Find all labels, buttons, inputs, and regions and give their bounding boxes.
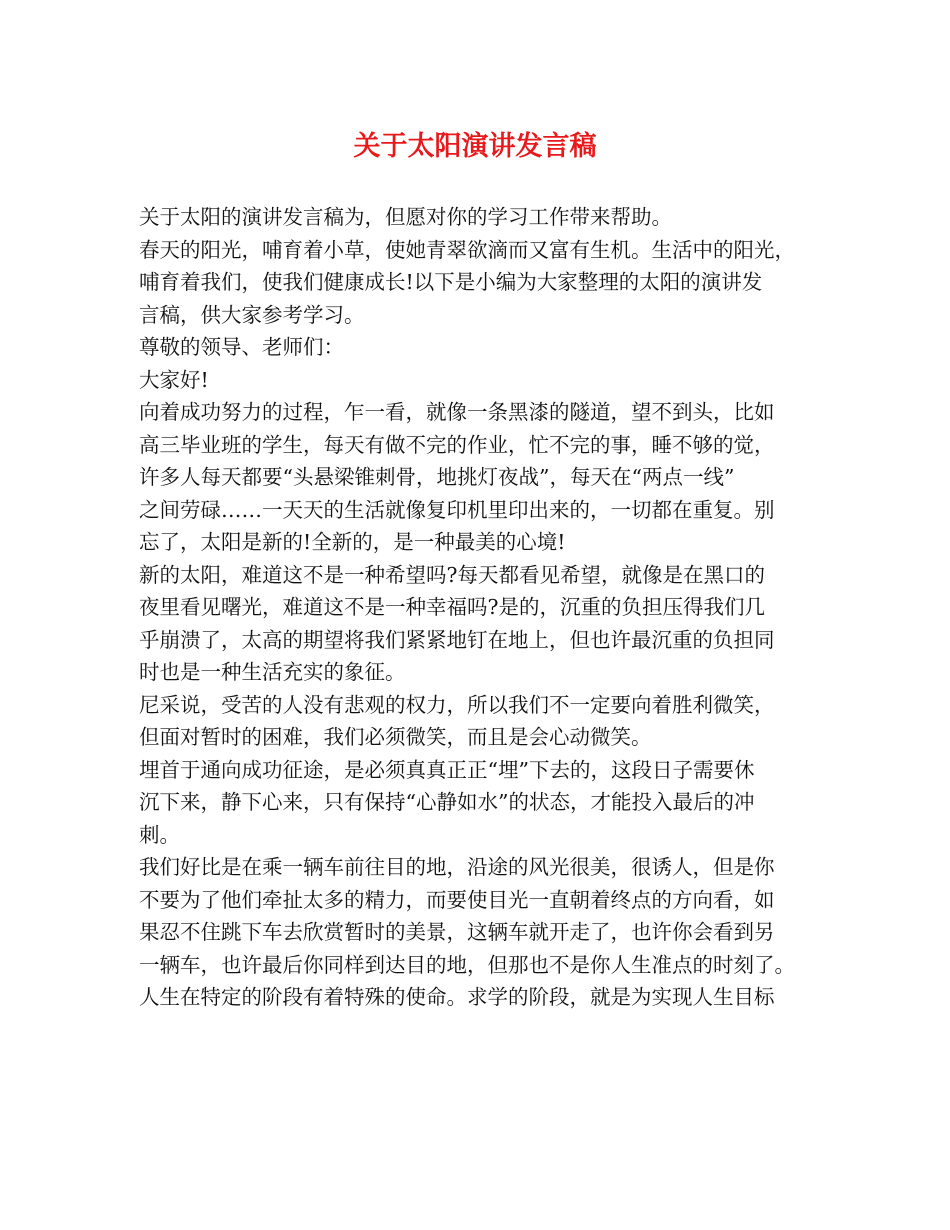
paragraph-line: 但面对暂时的困难，我们必须微笑，而且是会心动微笑。 bbox=[139, 725, 652, 749]
paragraph-line: 向着成功努力的过程，乍一看，就像一条黑漆的隧道，望不到头，比如 bbox=[139, 400, 775, 424]
paragraph-line: 时也是一种生活充实的象征。 bbox=[139, 660, 406, 684]
paragraph-line: 许多人每天都要“头悬梁锥刺骨，地挑灯夜战”，每天在“两点一线” bbox=[139, 465, 735, 489]
paragraph-line: 言稿，供大家参考学习。 bbox=[139, 302, 365, 327]
paragraph-line: 一辆车，也许最后你同样到达目的地，但那也不是你人生准点的时刻了。 bbox=[139, 952, 795, 977]
paragraph-line: 大家好! bbox=[139, 367, 209, 392]
paragraph-line: 沉下来，静下心来，只有保持“心静如水”的状态，才能投入最后的冲 bbox=[139, 790, 755, 814]
paragraph-line: 高三毕业班的学生，每天有做不完的作业，忙不完的事，睡不够的觉， bbox=[139, 432, 775, 457]
document-title: 关于太阳演讲发言稿 bbox=[353, 131, 597, 162]
paragraph-line: 刺。 bbox=[139, 822, 180, 847]
document-body bbox=[139, 201, 829, 1014]
paragraph-line: 不要为了他们牵扯太多的精力，而要使目光一直朝着终点的方向看，如 bbox=[139, 887, 775, 912]
paragraph-line: 埋首于通向成功征途，是必须真真正正“埋”下去的，这段日子需要休 bbox=[139, 757, 755, 782]
paragraph-line: 尊敬的领导、老师们： bbox=[139, 335, 344, 359]
paragraph-line: 春天的阳光，哺育着小草，使她青翠欲滴而又富有生机。生活中的阳光， bbox=[139, 237, 795, 262]
paragraph-line: 新的太阳，难道这不是一种希望吗?每天都看见希望，就像是在黑口的 bbox=[139, 562, 765, 587]
paragraph-line: 夜里看见曙光，难道这不是一种幸福吗?是的，沉重的负担压得我们几 bbox=[139, 595, 765, 619]
paragraph-line: 关于太阳的演讲发言稿为，但愿对你的学习工作带来帮助。 bbox=[139, 205, 672, 229]
paragraph-line: 我们好比是在乘一辆车前往目的地，沿途的风光很美，很诱人，但是你 bbox=[139, 855, 775, 879]
paragraph-line: 尼采说，受苦的人没有悲观的权力，所以我们不一定要向着胜利微笑， bbox=[139, 692, 775, 717]
paragraph-line: 果忍不住跳下车去欣赏暂时的美景，这辆车就开走了，也许你会看到另 bbox=[139, 920, 775, 944]
paragraph-line: 忘了，太阳是新的!全新的，是一种最美的心境! bbox=[139, 530, 566, 554]
paragraph-line: 之间劳碌……一天天的生活就像复印机里印出来的，一切都在重复。别 bbox=[139, 497, 775, 522]
paragraph-line: 哺育着我们，使我们健康成长!以下是小编为大家整理的太阳的演讲发 bbox=[139, 270, 763, 294]
paragraph-line: 人生在特定的阶段有着特殊的使命。求学的阶段，就是为实现人生目标 bbox=[139, 985, 775, 1009]
paragraph-line: 乎崩溃了，太高的期望将我们紧紧地钉在地上，但也许最沉重的负担同 bbox=[139, 627, 775, 652]
